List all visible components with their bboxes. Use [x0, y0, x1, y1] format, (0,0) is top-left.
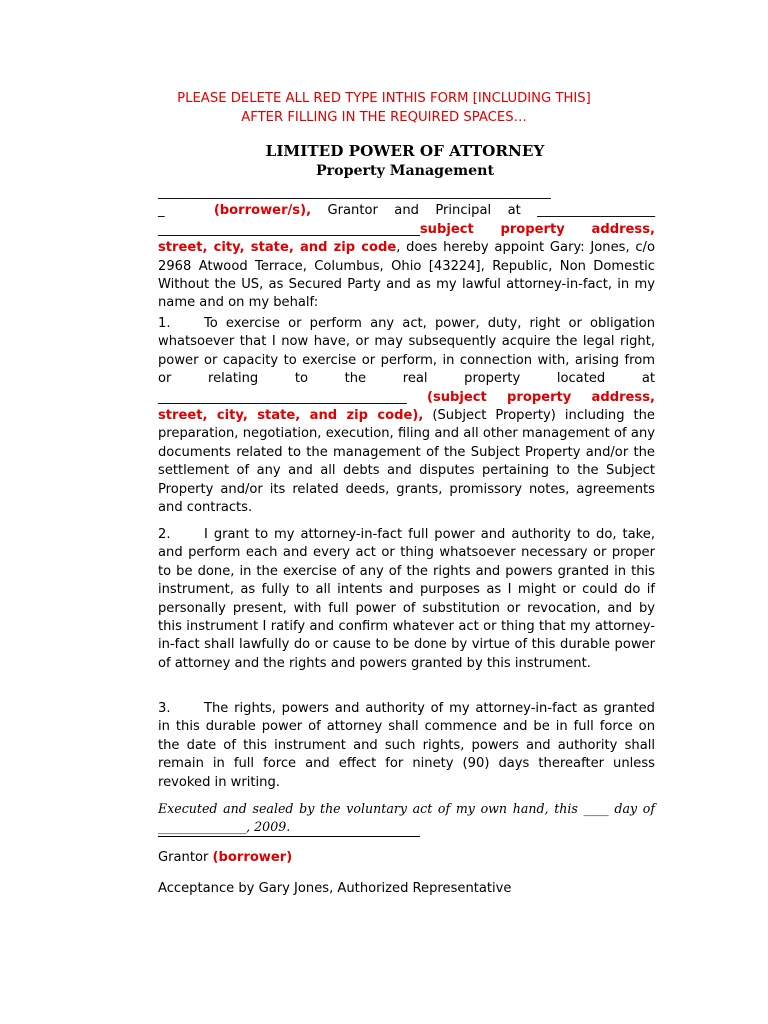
notice-line-2: AFTER FILLING IN THE REQUIRED SPACES… [241, 110, 527, 125]
address-placeholder: (subject property address, street, city, state, and zip code), [158, 389, 655, 424]
grantor-label: Grantor [158, 850, 213, 865]
paragraph-text: I grant to my attorney-in-fact full power and authority to do, take, and perform each and every act or thing whatsoever necessary or proper to be done, in the exercise of any of the rights and powers granted in this instrument, as fully to all intents and purposes as I might or could do if personally present, with full power of substitution or revocation, and by this instrument I ratify and confirm whatever act or thing that my attorney-in-fact shall lawfully do or cause to be done by virtue of this durable power of attorney and the rights and powers granted by this instrument. [158, 527, 655, 671]
intro-text: , does hereby appoint Gary: Jones, c/o 2968 Atwood Terrace, Columbus, Ohio [43224], Republic, Non Domestic Without the US, as Secured Party and as my lawful attorney-in-fact, in my name and on my behalf: [158, 240, 655, 311]
fill-blank: _ [158, 203, 165, 219]
fill-blank: ____________________________________________________________ [158, 185, 551, 200]
acceptance-line: Acceptance by Gary Jones, Authorized Representative [158, 881, 512, 896]
paragraph-number: 3. [158, 701, 171, 716]
fill-blank: ______________________________________ [158, 389, 407, 405]
borrower-placeholder: (borrower/s), [213, 203, 312, 219]
fill-blank: __________________ [537, 203, 655, 219]
fill-blank: ________________________________________ [158, 221, 420, 237]
grantor-signature-label [158, 849, 292, 867]
document-subtitle: Property Management [315, 163, 495, 179]
paragraph-3 [158, 700, 655, 792]
paragraph-number: 1. [158, 316, 171, 331]
execution-statement: Executed and sealed by the voluntary act of my own hand, this ____ day of ______________, 2009. [158, 801, 655, 834]
document-title: LIMITED POWER OF ATTORNEY [265, 142, 545, 160]
intro-paragraph [158, 184, 655, 313]
paragraph-text: To exercise or perform any act, power, duty, right or obligation whatsoever that I now have, or may subsequently acquire the legal right, power or capacity to exercise or perform, in connection with, arising from or relating to the real property located at [158, 316, 655, 387]
paragraph-1 [158, 315, 655, 517]
red-instruction-notice [100, 89, 668, 127]
paragraph-text: (Subject Property) including the preparation, negotiation, execution, filing and all other management of any documents related to the management of the Subject Property and/or the settlement of any and all debts and disputes pertaining to the Subject Property and/or its related deeds, grants, promissory notes, agreements and contracts. [158, 408, 655, 516]
paragraph-text: The rights, powers and authority of my attorney-in-fact as granted in this durable power of attorney shall commence and be in full force on the date of this instrument and such rights, powers and authority shall remain in full force and effect for ninety (90) days thereafter unless revoked in writing. [158, 701, 655, 790]
paragraph-2 [158, 526, 655, 673]
grantor-text: Grantor and Principal at [327, 203, 538, 219]
paragraph-number: 2. [158, 527, 171, 542]
notice-line-1: PLEASE DELETE ALL RED TYPE INTHIS FORM [INCLUDING THIS] [177, 91, 591, 106]
borrower-placeholder: (borrower) [212, 850, 293, 865]
address-placeholder: subject property address, street, city, state, and zip code [158, 221, 655, 256]
signature-line [158, 836, 420, 837]
